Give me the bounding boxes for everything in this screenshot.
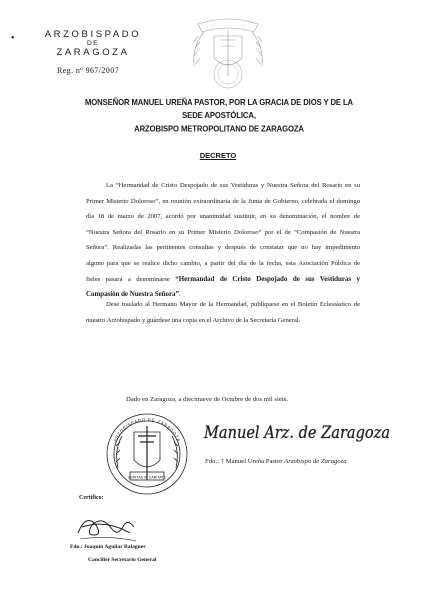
signed-by-chancellor: Fdo.: Joaquín Aguilar Balagner [70, 544, 146, 550]
seal-ring-textpath: ARZOBISPADO DE ZARAGOZA [112, 416, 182, 443]
new-name-bold: “Hermandad de Cristo Despojado de sus Vestiduras y [175, 274, 360, 283]
signed-by-archbishop [205, 458, 347, 465]
heading-line-1: MONSEÑOR MANUEL UREÑA PASTOR, POR LA GRACIA DE DIOS Y DE LA SEDE APOSTÓLICA, [84, 97, 354, 121]
chancellor-signature-icon [72, 505, 140, 545]
fdo-text: Fdo.: † Manuel Ureña Pastor [205, 458, 285, 465]
chancellor-role: Canciller Secretario General [88, 557, 157, 563]
paragraph-text: . [178, 291, 181, 299]
letterhead-line-3: ZARAGOZA [56, 47, 130, 58]
paragraph-line: La “Hermandad de Cristo Despojado de sus Vestiduras y Nuestra Señora del Rosario en su [106, 182, 360, 189]
seal-motto: VERITAS IN CARITATE [128, 475, 166, 480]
paragraph-line [86, 272, 360, 288]
paragraph-line: “Nuestra Señora del Rosario en su Primer Misterio Doloroso” por el de “Compasión de Nuestra [86, 228, 360, 236]
new-name-bold: Compasión de Nuestra Señora” [86, 290, 179, 299]
registry-number: Reg. nº 967/2007 [57, 66, 119, 75]
letterhead-line-1: ARZOBISPADO [44, 29, 142, 40]
bullet-dot: • [11, 33, 15, 44]
letterhead-line-2: DE [86, 40, 100, 47]
decree-paragraph-1 [86, 178, 360, 303]
paragraph-line: nuestro Arzobispado y guárdese una copia en el Archivo de la Secretaría General. [86, 316, 301, 324]
paragraph-line: alguno para que se realice dicho cambio, a partir del día de la fecha, esta Asociación Pública de [86, 259, 360, 267]
paragraph-line: Señora”. Realizadas las pertinentes consultas y después de constatar que no hay impedimento [86, 244, 360, 252]
handwritten-signature: Manuel Arz. de Zaragoza [203, 423, 390, 443]
heading-line-2: ARZOBISPO METROPOLITANO DE ZARAGOZA [134, 123, 304, 134]
decree-title: DECRETO [199, 151, 237, 160]
paragraph-line: Primer Misterio Doloroso”, en reunión extraordinaria de la Junta de Gobierno, celebrada el domingo [86, 197, 360, 205]
paragraph-line: Dese traslado al Hermano Mayor de la Hermandad, publíquese en el Boletín Eclesiástico de [106, 301, 360, 308]
official-seal-icon [104, 410, 190, 500]
certification-label: Certifico: [79, 495, 104, 501]
decree-paragraph-2 [86, 297, 360, 328]
archbishop-crest-icon [184, 16, 272, 88]
paragraph-line: día 18 de marzo de 2007, acordó por unanimidad sustituir, en su denominación, el nombre de [86, 213, 360, 221]
archbishop-signature [202, 414, 392, 448]
dated-line: Dado en Zaragoza, a diecinueve de Octubre de dos mil siete. [126, 396, 289, 403]
decree-heading [78, 96, 360, 136]
paragraph-text: fieles pasará a denominarse [86, 275, 176, 283]
fdo-title: Arzobispo de Zaragoza [284, 458, 347, 465]
